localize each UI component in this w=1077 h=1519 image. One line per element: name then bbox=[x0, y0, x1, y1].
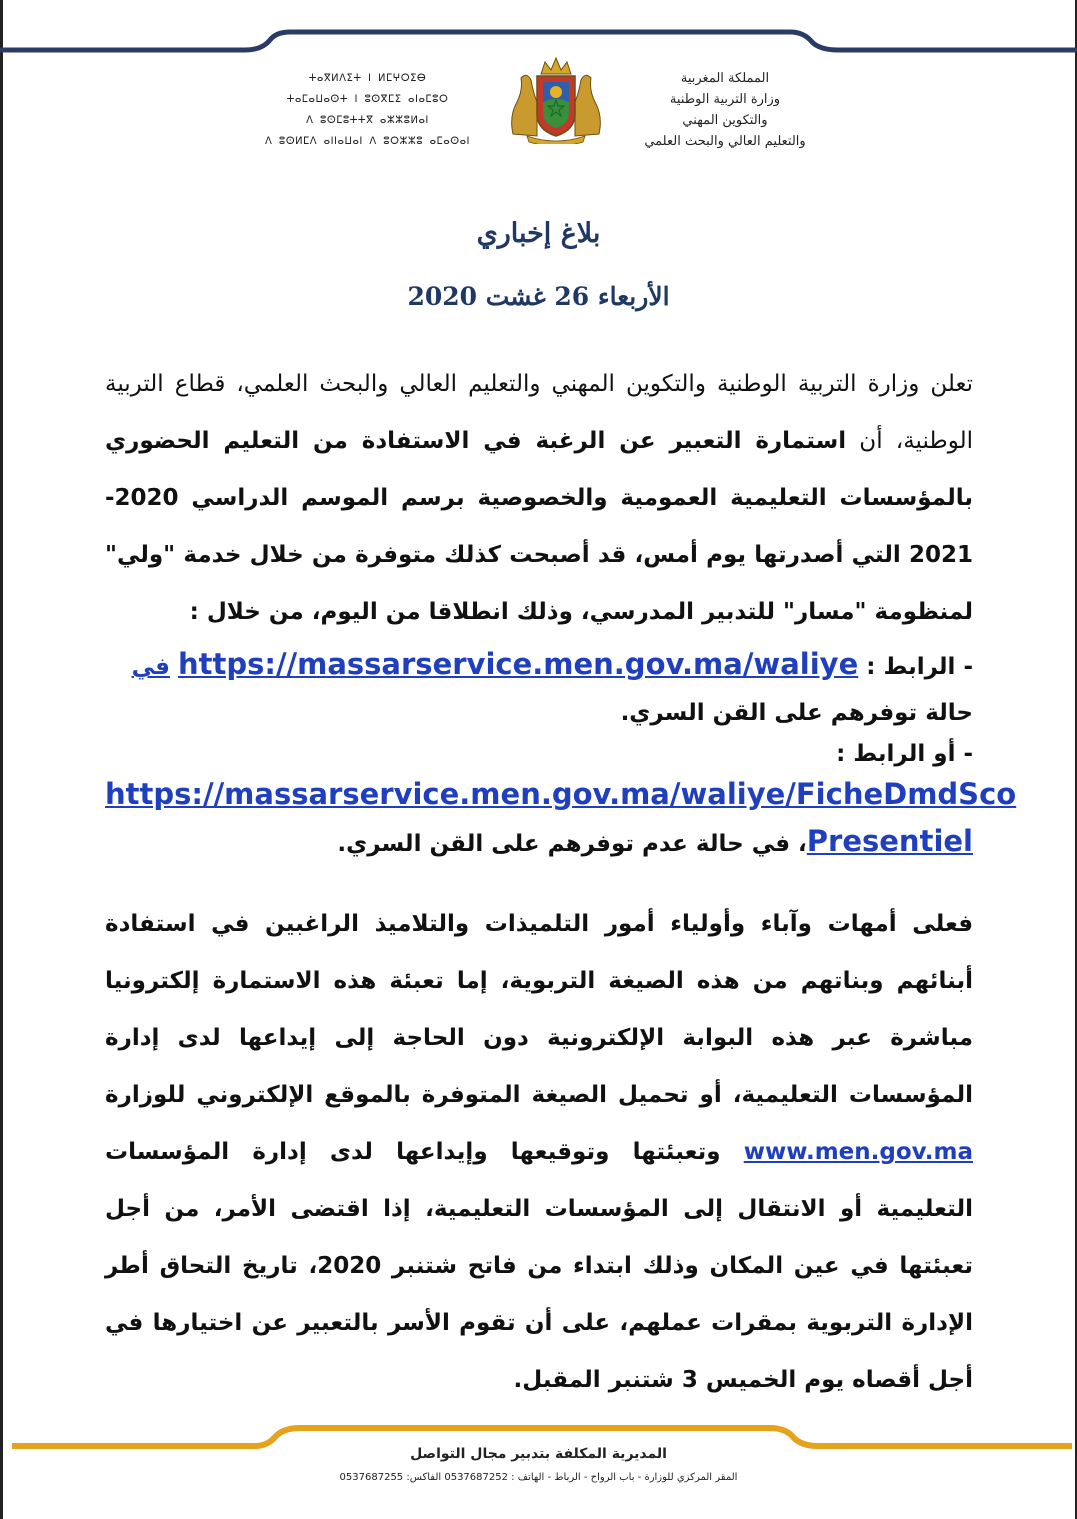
arabic-header-line: وزارة التربية الوطنية bbox=[669, 92, 781, 107]
link-1-prefix: - الرابط : bbox=[858, 654, 973, 680]
massar-waliye-link[interactable]: https://massarservice.men.gov.ma/waliye bbox=[177, 647, 859, 681]
paragraph-2-part-1: فعلى أمهات وآباء وأولياء أمور التلميذات والتلاميذ الراغبين في استفادة أبنائهم وبناتهم من هذه الصيغة التربوية، إما تعبئة هذه الاستمارة إلكترونيا مباشرة عبر هذه البوابة الإلكترونية دون الحاجة إلى إيداعها لدى إدارة المؤسسات التعليمية، أو تحميل الصيغة المتوفرة بالموقع الإلكتروني للوزارة bbox=[105, 911, 973, 1108]
amazigh-line: ⵜⴰⵎⴰⵡⴰⵙⵜ ⵏ ⵓⵙⴳⵎⵉ ⴰⵏⴰⵎⵓⵔ bbox=[286, 94, 449, 105]
paragraph-2-part-2: وتعبئتها وتوقيعها وإيداعها لدى إدارة المؤسسات التعليمية أو الانتقال إلى المؤسسات التعليمية، إذا اقتضى الأمر، من أجل تعبئتها في عين المكان وذلك ابتداء من فاتح شتنبر 2020، تاريخ التحاق أطر الإدارة التربوية بمقرات عملهم، على أن تقوم الأسر بالتعبير عن اختيارها في أجل أقصاه يوم الخميس 3 شتنبر المقبل. bbox=[105, 1139, 973, 1393]
link-1-block bbox=[105, 641, 973, 736]
amazigh-line: ⴷ ⵓⵙⵎⵓⵜⵜⴳ ⴰⵣⵣⵓⵍⴰⵏ bbox=[306, 115, 429, 126]
footer-address: المقر المركزي للوزارة - باب الرواح - الرباط - الهاتف : 0537687252 الفاكس: 0537687255 bbox=[339, 1472, 738, 1483]
announcement-paragraph-1 bbox=[105, 356, 973, 641]
link-2-url-line-1-wrap bbox=[105, 770, 1017, 818]
massar-fiche-link[interactable]: https://massarservice.men.gov.ma/waliye/FicheDmdSco bbox=[105, 777, 1017, 811]
massar-fiche-link-continued[interactable]: Presentiel bbox=[806, 824, 973, 858]
footer-directorate: المديرية المكلفة بتدبير مجال التواصل bbox=[410, 1446, 667, 1462]
document-date: الأربعاء 26 غشت 2020 bbox=[407, 282, 670, 311]
amazigh-line: ⴷ ⵓⵙⵍⵎⴷ ⴰⵏⵏⴰⵡⴰⵏ ⴷ ⵓⵔⵣⵣⵓ ⴰⵎⴰⵙⴰⵏ bbox=[265, 136, 470, 147]
link-2-prefix: - أو الرابط : bbox=[836, 741, 973, 767]
amazigh-line: ⵜⴰⴳⵍⴷⵉⵜ ⵏ ⵍⵎⵖⵔⵉⴱ bbox=[308, 73, 427, 84]
paragraph-1-plain: تعلن وزارة التربية الوطنية والتكوين المهني والتعليم العالي والبحث العلمي، قطاع التربية الوطنية، أن bbox=[105, 371, 973, 454]
arabic-header-line: والتعليم العالي والبحث العلمي bbox=[644, 134, 806, 149]
document-title: بلاغ إخباري bbox=[476, 218, 601, 249]
ministry-website-link[interactable]: www.men.gov.ma bbox=[743, 1139, 973, 1165]
paragraph-1-bold: استمارة التعبير عن الرغبة في الاستفادة من التعليم الحضوري بالمؤسسات التعليمية العمومية والخصوصية برسم الموسم الدراسي 2020-2021 التي أصدرتها يوم أمس، قد أصبحت كذلك متوفرة من خلال خدمة "ولي" لمنظومة "مسار" للتدبير المدرسي، وذلك انطلاقا من اليوم، من خلال : bbox=[105, 428, 973, 625]
link-2-suffix: ، في حالة عدم توفرهم على القن السري. bbox=[337, 831, 807, 857]
link-2-block bbox=[105, 818, 973, 867]
arabic-header-line: والتكوين المهني bbox=[682, 113, 768, 128]
header-amazigh-text bbox=[235, 68, 500, 152]
announcement-paragraph-2 bbox=[105, 896, 973, 1409]
link-1-fi[interactable]: في bbox=[131, 654, 170, 680]
arabic-header-line: المملكة المغربية bbox=[680, 71, 770, 86]
link-1-suffix: حالة توفرهم على القن السري. bbox=[620, 700, 973, 726]
header-arabic-text bbox=[590, 68, 860, 152]
